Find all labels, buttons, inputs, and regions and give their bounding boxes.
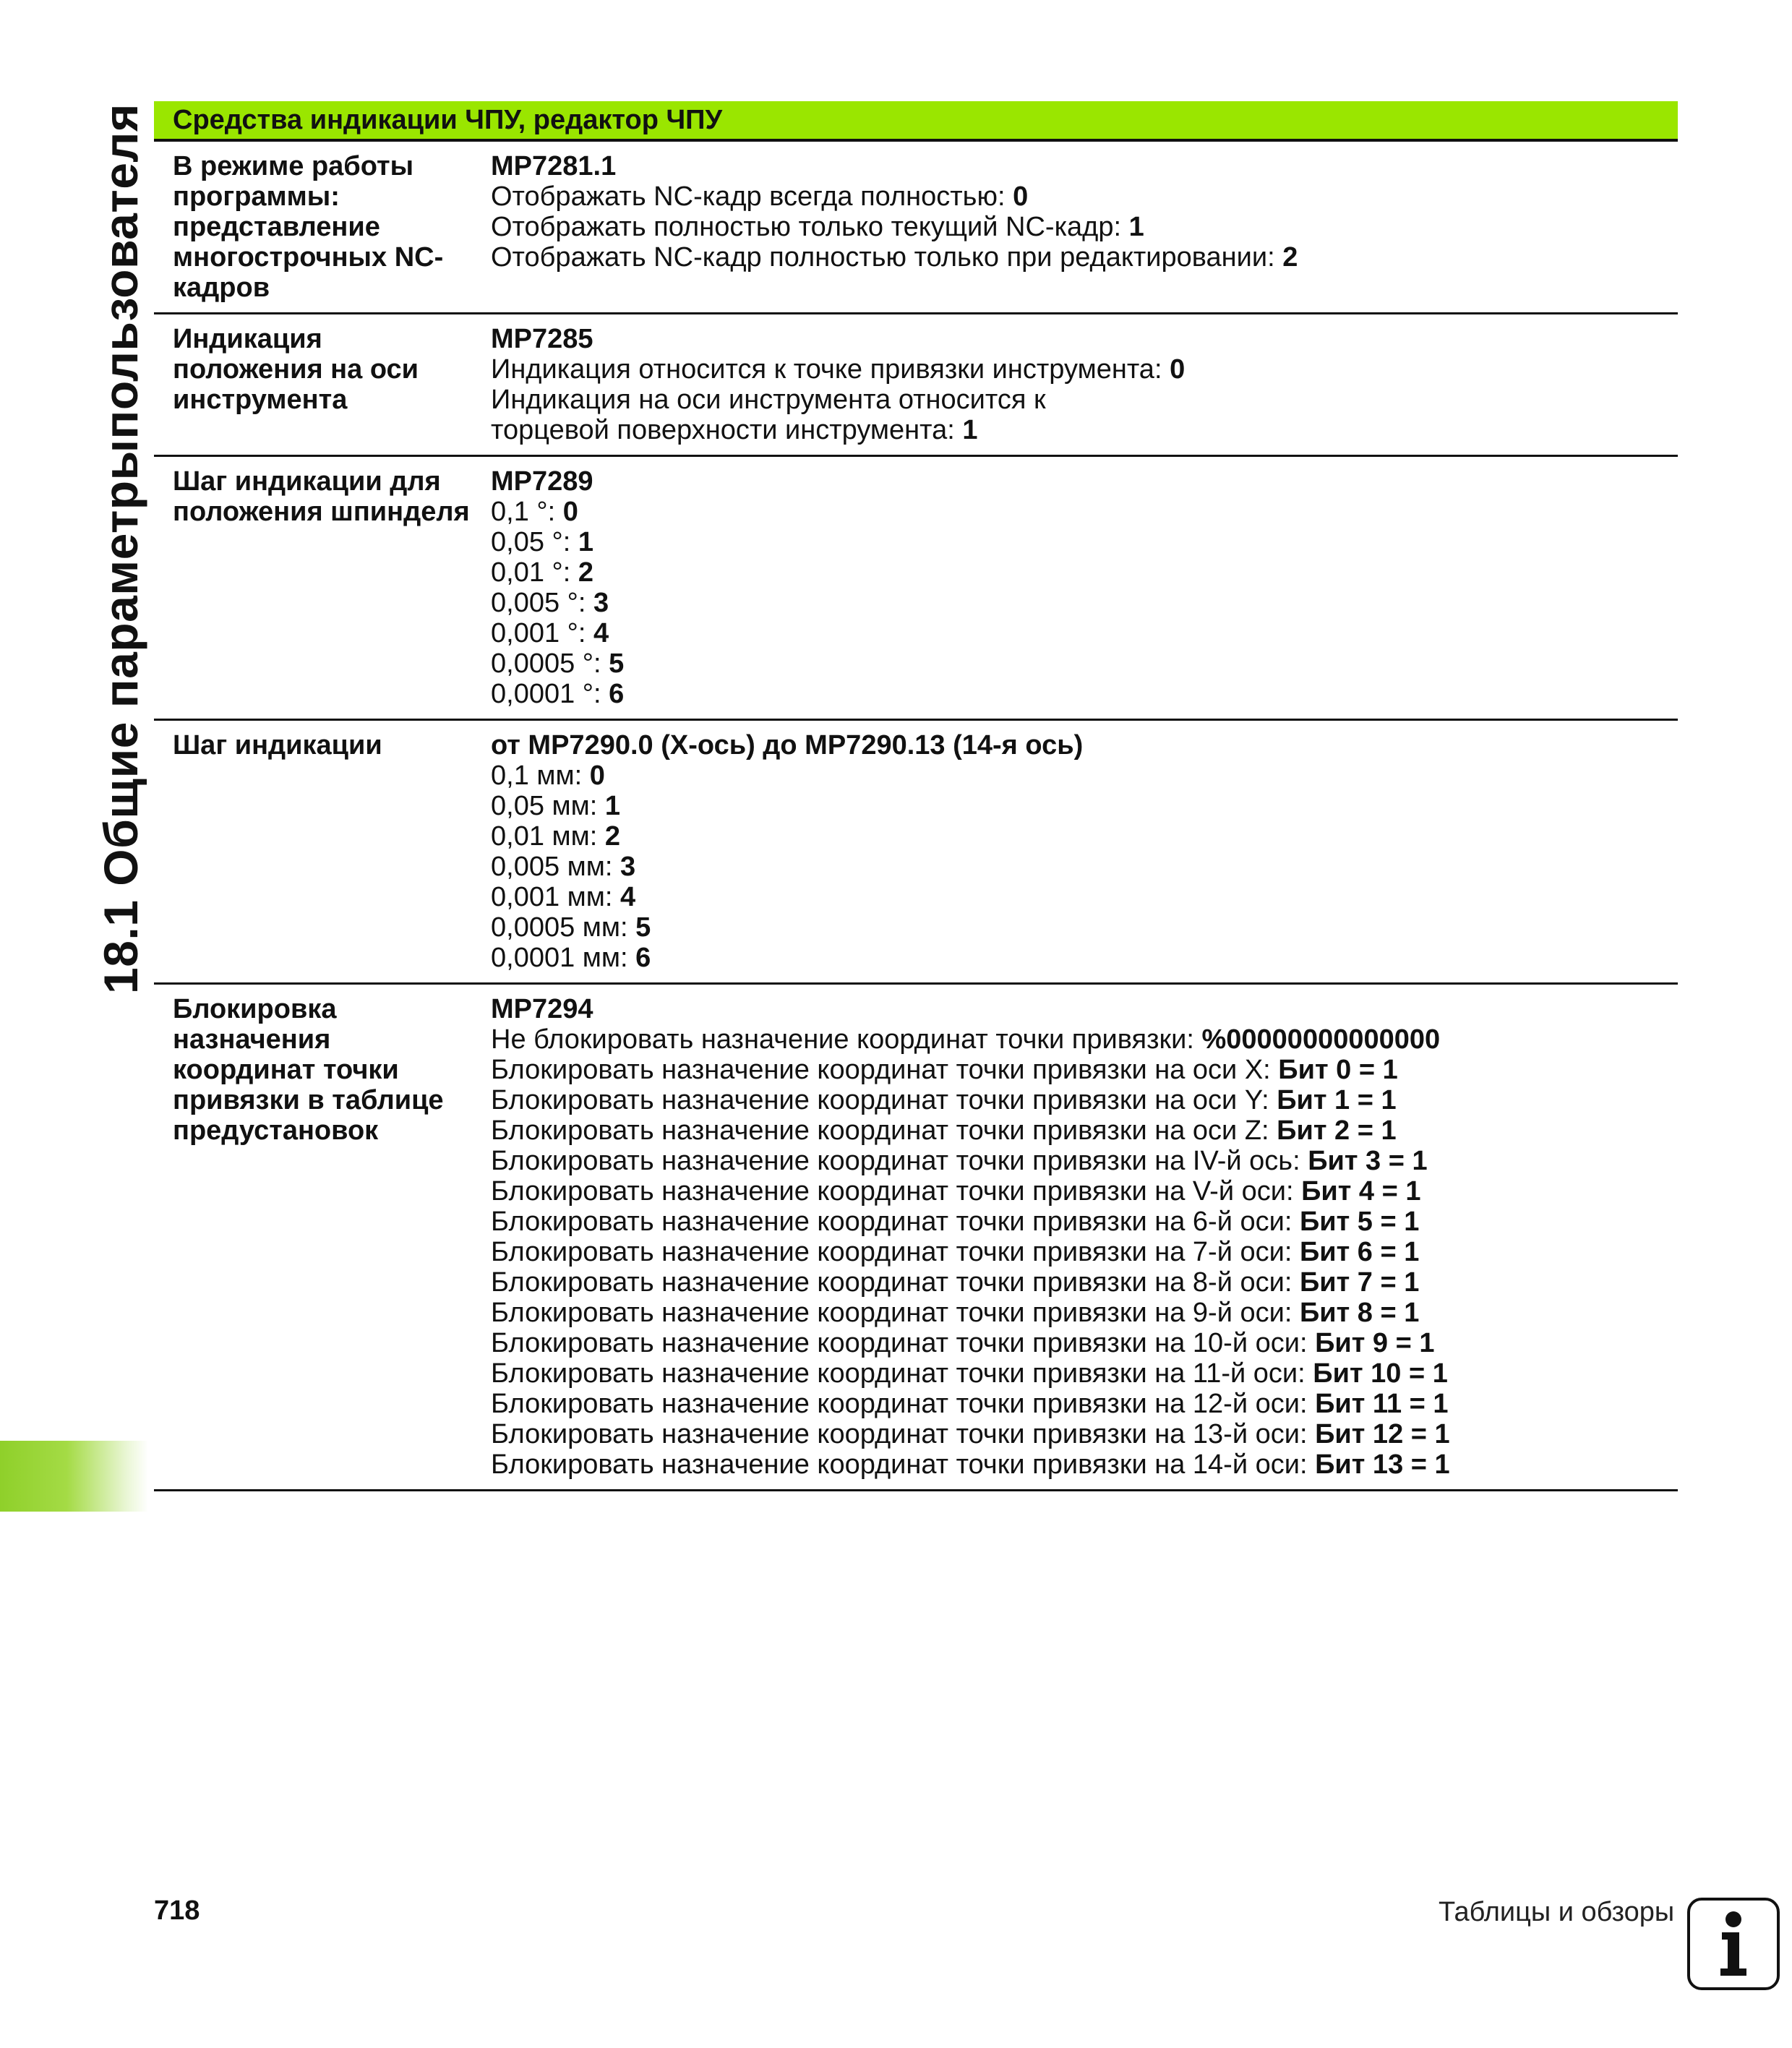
option-text: 0,1 мм: (491, 760, 590, 791)
row-label (154, 730, 491, 973)
option-text: Блокировать назначение координат точки привязки на 14-й оси: (491, 1449, 1316, 1480)
option-value: Бит 3 = 1 (1308, 1146, 1428, 1176)
option-text: Блокировать назначение координат точки привязки на 10-й оси: (491, 1328, 1316, 1358)
parameter-option (491, 181, 1678, 212)
row-label-line: положения шпинделя (173, 497, 470, 527)
option-value: 1 (962, 415, 978, 445)
option-text: Индикация на оси инструмента относится к (491, 385, 1046, 415)
parameter-option (491, 912, 1678, 943)
parameter-option (491, 497, 1678, 527)
parameter-option (491, 791, 1678, 821)
option-value: 6 (609, 679, 625, 709)
row-label-line: представление (173, 212, 380, 242)
parameter-option (491, 588, 1678, 618)
row-label-line: многострочных NC- (173, 242, 444, 273)
option-text: Блокировать назначение координат точки привязки на оси Y: (491, 1085, 1277, 1115)
table-header: Средства индикации ЧПУ, редактор ЧПУ (154, 101, 1678, 142)
parameter-option (491, 1176, 1678, 1207)
parameter-option (491, 852, 1678, 882)
table-row (154, 985, 1678, 1491)
option-value: 4 (620, 882, 636, 912)
option-text: 0,0001 мм: (491, 943, 636, 973)
option-value: Бит 8 = 1 (1299, 1298, 1420, 1328)
row-description (491, 466, 1678, 709)
parameter-option (491, 1328, 1678, 1358)
parameter-option (491, 618, 1678, 648)
parameter-option (491, 1419, 1678, 1449)
option-text: Блокировать назначение координат точки привязки на 8-й оси: (491, 1267, 1300, 1298)
parameter-option (491, 354, 1678, 385)
table-row (154, 457, 1678, 721)
option-value: Бит 12 = 1 (1315, 1419, 1450, 1449)
row-label (154, 466, 491, 709)
row-label-line: Блокировка (173, 994, 337, 1024)
option-text: Не блокировать назначение координат точки привязки: (491, 1024, 1202, 1055)
table-row (154, 142, 1678, 314)
option-text: 0,01 °: (491, 557, 578, 588)
parameter-option (491, 1358, 1678, 1389)
parameter-option (491, 1237, 1678, 1267)
option-text: Блокировать назначение координат точки привязки на 7-й оси: (491, 1237, 1300, 1267)
parameter-option (491, 1207, 1678, 1237)
option-value: Бит 2 = 1 (1277, 1115, 1397, 1146)
option-text: 0,0005 мм: (491, 912, 636, 943)
option-value: 5 (609, 648, 625, 679)
option-value: Бит 5 = 1 (1299, 1207, 1420, 1237)
option-value: 3 (593, 588, 609, 618)
row-label-line: кадров (173, 273, 270, 303)
option-value: 1 (578, 527, 593, 557)
option-value: 0 (1170, 354, 1186, 385)
option-text: Блокировать назначение координат точки привязки на оси X: (491, 1055, 1279, 1085)
option-text: Отображать полностью только текущий NC-кадр: (491, 212, 1129, 242)
parameter-option (491, 415, 1678, 445)
row-label-line: инструмента (173, 385, 348, 415)
machine-parameter-id: MP7289 (491, 466, 593, 497)
option-text: 0,001 мм: (491, 882, 621, 912)
option-text: Блокировать назначение координат точки привязки на 12-й оси: (491, 1389, 1316, 1419)
row-label-line: положения на оси (173, 354, 419, 385)
option-value: Бит 10 = 1 (1313, 1358, 1448, 1389)
parameter-option (491, 1389, 1678, 1419)
parameter-option (491, 1085, 1678, 1115)
parameter-option (491, 385, 1678, 415)
row-description (491, 151, 1678, 303)
option-value: 0 (589, 760, 605, 791)
row-label-line: Шаг индикации для (173, 466, 441, 497)
option-text: Отображать NC-кадр всегда полностью: (491, 181, 1013, 212)
parameter-option (491, 679, 1678, 709)
parameter-option (491, 1055, 1678, 1085)
option-text: Блокировать назначение координат точки привязки на 11-й оси: (491, 1358, 1313, 1389)
option-value: 4 (593, 618, 609, 648)
table-row (154, 314, 1678, 457)
row-label-line: В режиме работы (173, 151, 414, 181)
row-description (491, 730, 1678, 973)
option-text: 0,1 °: (491, 497, 563, 527)
option-value: 1 (604, 791, 621, 821)
parameter-option (491, 1024, 1678, 1055)
option-value: Бит 7 = 1 (1299, 1267, 1420, 1298)
option-text: Блокировать назначение координат точки привязки на IV-й ось: (491, 1146, 1308, 1176)
parameter-option (491, 1115, 1678, 1146)
option-value: %00000000000000 (1201, 1024, 1441, 1055)
parameter-option (491, 1298, 1678, 1328)
parameter-option (491, 1449, 1678, 1480)
option-text: Блокировать назначение координат точки привязки на 13-й оси: (491, 1419, 1316, 1449)
row-label-line: привязки в таблице (173, 1085, 444, 1115)
option-value: Бит 1 = 1 (1277, 1085, 1397, 1115)
row-label-line: Индикация (173, 324, 322, 354)
option-value: 5 (635, 912, 651, 943)
table-row (154, 721, 1678, 985)
info-icon (1687, 1898, 1780, 1990)
parameter-table (154, 101, 1678, 1491)
parameter-option (491, 943, 1678, 973)
parameter-option (491, 242, 1678, 273)
option-text: 0,005 °: (491, 588, 593, 618)
option-text: Индикация относится к точке привязки инструмента: (491, 354, 1170, 385)
row-label-line: назначения (173, 1024, 331, 1055)
chapter-tab-marker (0, 1441, 148, 1512)
option-value: 6 (635, 943, 651, 973)
option-text: Блокировать назначение координат точки привязки на оси Z: (491, 1115, 1277, 1146)
option-text: 0,05 °: (491, 527, 578, 557)
parameter-option (491, 1267, 1678, 1298)
section-title: Таблицы и обзоры (1439, 1897, 1675, 1927)
option-text: Блокировать назначение координат точки привязки на 9-й оси: (491, 1298, 1300, 1328)
option-text: Блокировать назначение координат точки привязки на V-й оси: (491, 1176, 1302, 1207)
option-text: торцевой поверхности инструмента: (491, 415, 963, 445)
page-number: 718 (154, 1895, 200, 1926)
machine-parameter-id: MP7285 (491, 324, 593, 354)
option-value: 2 (1282, 242, 1298, 273)
option-value: 3 (620, 852, 636, 882)
option-text: 0,05 мм: (491, 791, 605, 821)
machine-parameter-id: MP7281.1 (491, 151, 617, 181)
option-text: Отображать NC-кадр полностью только при редактировании: (491, 242, 1283, 273)
parameter-option (491, 760, 1678, 791)
row-label-line: программы: (173, 181, 340, 212)
option-text: 0,005 мм: (491, 852, 621, 882)
row-label-line: предустановок (173, 1115, 379, 1146)
row-label (154, 324, 491, 445)
option-value: 1 (1128, 212, 1144, 242)
option-text: 0,0005 °: (491, 648, 609, 679)
option-value: Бит 0 = 1 (1278, 1055, 1398, 1085)
row-description (491, 994, 1678, 1480)
option-text: 0,001 °: (491, 618, 593, 648)
option-value: Бит 11 = 1 (1315, 1389, 1449, 1419)
option-value: Бит 6 = 1 (1299, 1237, 1420, 1267)
option-value: 0 (1013, 181, 1029, 212)
option-value: Бит 9 = 1 (1315, 1328, 1435, 1358)
machine-parameter-id: от MP7290.0 (X-ось) до MP7290.13 (14-я ось) (491, 730, 1084, 760)
row-label (154, 994, 491, 1480)
option-value: Бит 4 = 1 (1301, 1176, 1421, 1207)
option-value: 2 (578, 557, 593, 588)
table-body (154, 142, 1678, 1491)
parameter-option (491, 212, 1678, 242)
parameter-option (491, 882, 1678, 912)
machine-parameter-id: MP7294 (491, 994, 593, 1024)
row-label (154, 151, 491, 303)
option-value: 2 (604, 821, 621, 852)
parameter-option (491, 557, 1678, 588)
parameter-option (491, 821, 1678, 852)
parameter-option (491, 1146, 1678, 1176)
parameter-option (491, 527, 1678, 557)
row-label-line: координат точки (173, 1055, 399, 1085)
row-label-line: Шаг индикации (173, 730, 382, 760)
row-description (491, 324, 1678, 445)
option-text: Блокировать назначение координат точки привязки на 6-й оси: (491, 1207, 1300, 1237)
parameter-option (491, 648, 1678, 679)
option-value: Бит 13 = 1 (1315, 1449, 1450, 1480)
option-value: 0 (562, 497, 578, 527)
chapter-side-title: 18.1 Общие параметрыпользователя (94, 103, 147, 994)
option-text: 0,0001 °: (491, 679, 609, 709)
option-text: 0,01 мм: (491, 821, 605, 852)
